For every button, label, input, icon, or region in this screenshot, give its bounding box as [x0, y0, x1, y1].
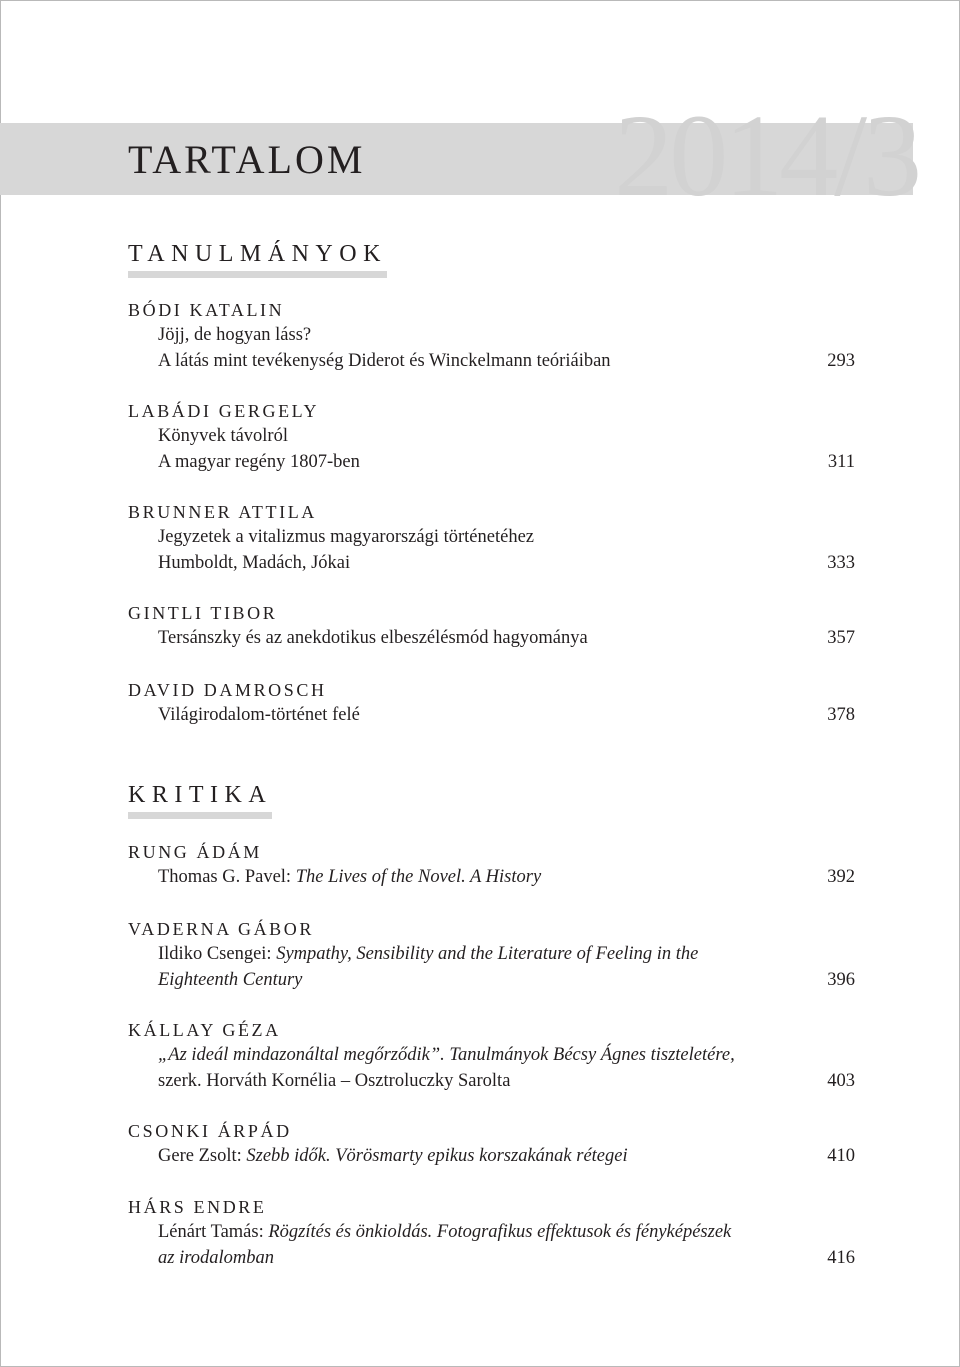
entry-title-line: [128, 1219, 855, 1245]
entry-author: BRUNNER ATTILA: [128, 502, 317, 522]
issue-number: 2014/3: [614, 90, 918, 221]
entry-title-line: [128, 348, 855, 374]
entry-page-number: 410: [827, 1146, 855, 1166]
entry-title-text: Világirodalom-történet felé: [158, 705, 360, 725]
entry-title-text: Lénárt Tamás:: [158, 1222, 269, 1242]
entry-author: CSONKI ÁRPÁD: [128, 1121, 292, 1141]
entry-title-italic: Sympathy, Sensibility and the Literature of Feeling in the: [276, 944, 699, 964]
section-kritika: [128, 781, 855, 819]
section-heading: TANULMÁNYOK: [128, 240, 387, 278]
toc-entry: [128, 500, 855, 576]
entry-title-line: [128, 702, 855, 728]
entry-page-number: 357: [827, 628, 855, 648]
entry-title-line: Jöjj, de hogyan láss?: [158, 325, 312, 345]
toc-entry: [128, 601, 855, 651]
entry-title-line: [128, 550, 855, 576]
toc-entry: [128, 1119, 855, 1169]
toc-entry: [128, 298, 855, 374]
entry-title-line: [128, 1245, 855, 1271]
section-tanulmanyok: [128, 240, 855, 278]
entry-page-number: 311: [827, 452, 855, 472]
entry-author: DAVID DAMROSCH: [128, 680, 327, 700]
entry-page-number: 416: [827, 1248, 855, 1268]
entry-title-italic: Szebb idők. Vörösmarty epikus korszakának rétegei: [246, 1146, 628, 1166]
page-title: TARTALOM: [128, 137, 366, 182]
entry-author: LABÁDI GERGELY: [128, 401, 320, 421]
entry-title-line: [128, 941, 855, 967]
toc-entry: [128, 678, 855, 728]
entry-title-line: [128, 1143, 855, 1169]
entry-title-italic: Eighteenth Century: [158, 970, 303, 990]
toc-entry: [128, 1195, 855, 1271]
entry-title-text: Humboldt, Madách, Jókai: [158, 553, 351, 573]
entry-title-line: [128, 864, 855, 890]
entry-title-text: Tersánszky és az anekdotikus elbeszélésmód hagyománya: [158, 628, 588, 648]
entry-title-italic: Rögzítés és önkioldás. Fotografikus effektusok és fényképészek: [268, 1222, 732, 1242]
entry-title-text: Thomas G. Pavel:: [158, 867, 296, 887]
entry-page-number: 333: [827, 553, 855, 573]
entry-page-number: 403: [827, 1071, 855, 1091]
entry-author: BÓDI KATALIN: [128, 300, 285, 320]
entry-title-text: szerk. Horváth Kornélia – Osztroluczky Sarolta: [158, 1071, 511, 1091]
toc-entry: [128, 399, 855, 475]
entry-page-number: 293: [827, 351, 855, 371]
entry-title-line: [128, 625, 855, 651]
entry-author: GINTLI TIBOR: [128, 603, 278, 623]
entry-page-number: 392: [827, 867, 855, 887]
entry-title-text: A látás mint tevékenység Diderot és Winckelmann teóriáiban: [158, 351, 611, 371]
entry-title-line: Könyvek távolról: [158, 426, 288, 446]
entry-title-text: Ildiko Csengei:: [158, 944, 277, 964]
entry-author: HÁRS ENDRE: [128, 1197, 267, 1217]
entry-author: VADERNA GÁBOR: [128, 919, 314, 939]
entry-title-italic: az irodalomban: [158, 1248, 274, 1268]
toc-entry: [128, 1018, 855, 1094]
section-heading: KRITIKA: [128, 781, 272, 819]
entry-title-italic: The Lives of the Novel. A History: [295, 867, 542, 887]
toc-entry: [128, 840, 855, 890]
toc-entry: [128, 917, 855, 993]
entry-author: RUNG ÁDÁM: [128, 842, 262, 862]
entry-title-italic: „Az ideál mindazonáltal megőrződik”. Tanulmányok Bécsy Ágnes tiszteletére,: [158, 1045, 735, 1065]
entry-title-line: Jegyzetek a vitalizmus magyarországi történetéhez: [158, 527, 534, 547]
entry-title-line: [128, 1068, 855, 1094]
entry-title-line: [128, 449, 855, 475]
entry-title-line: [128, 967, 855, 993]
entry-title-line: [128, 1042, 855, 1068]
entry-author: KÁLLAY GÉZA: [128, 1020, 281, 1040]
entry-title-text: A magyar regény 1807-ben: [158, 452, 360, 472]
entry-page-number: 378: [827, 705, 855, 725]
entry-page-number: 396: [827, 970, 855, 990]
entry-title-text: Gere Zsolt:: [158, 1146, 247, 1166]
